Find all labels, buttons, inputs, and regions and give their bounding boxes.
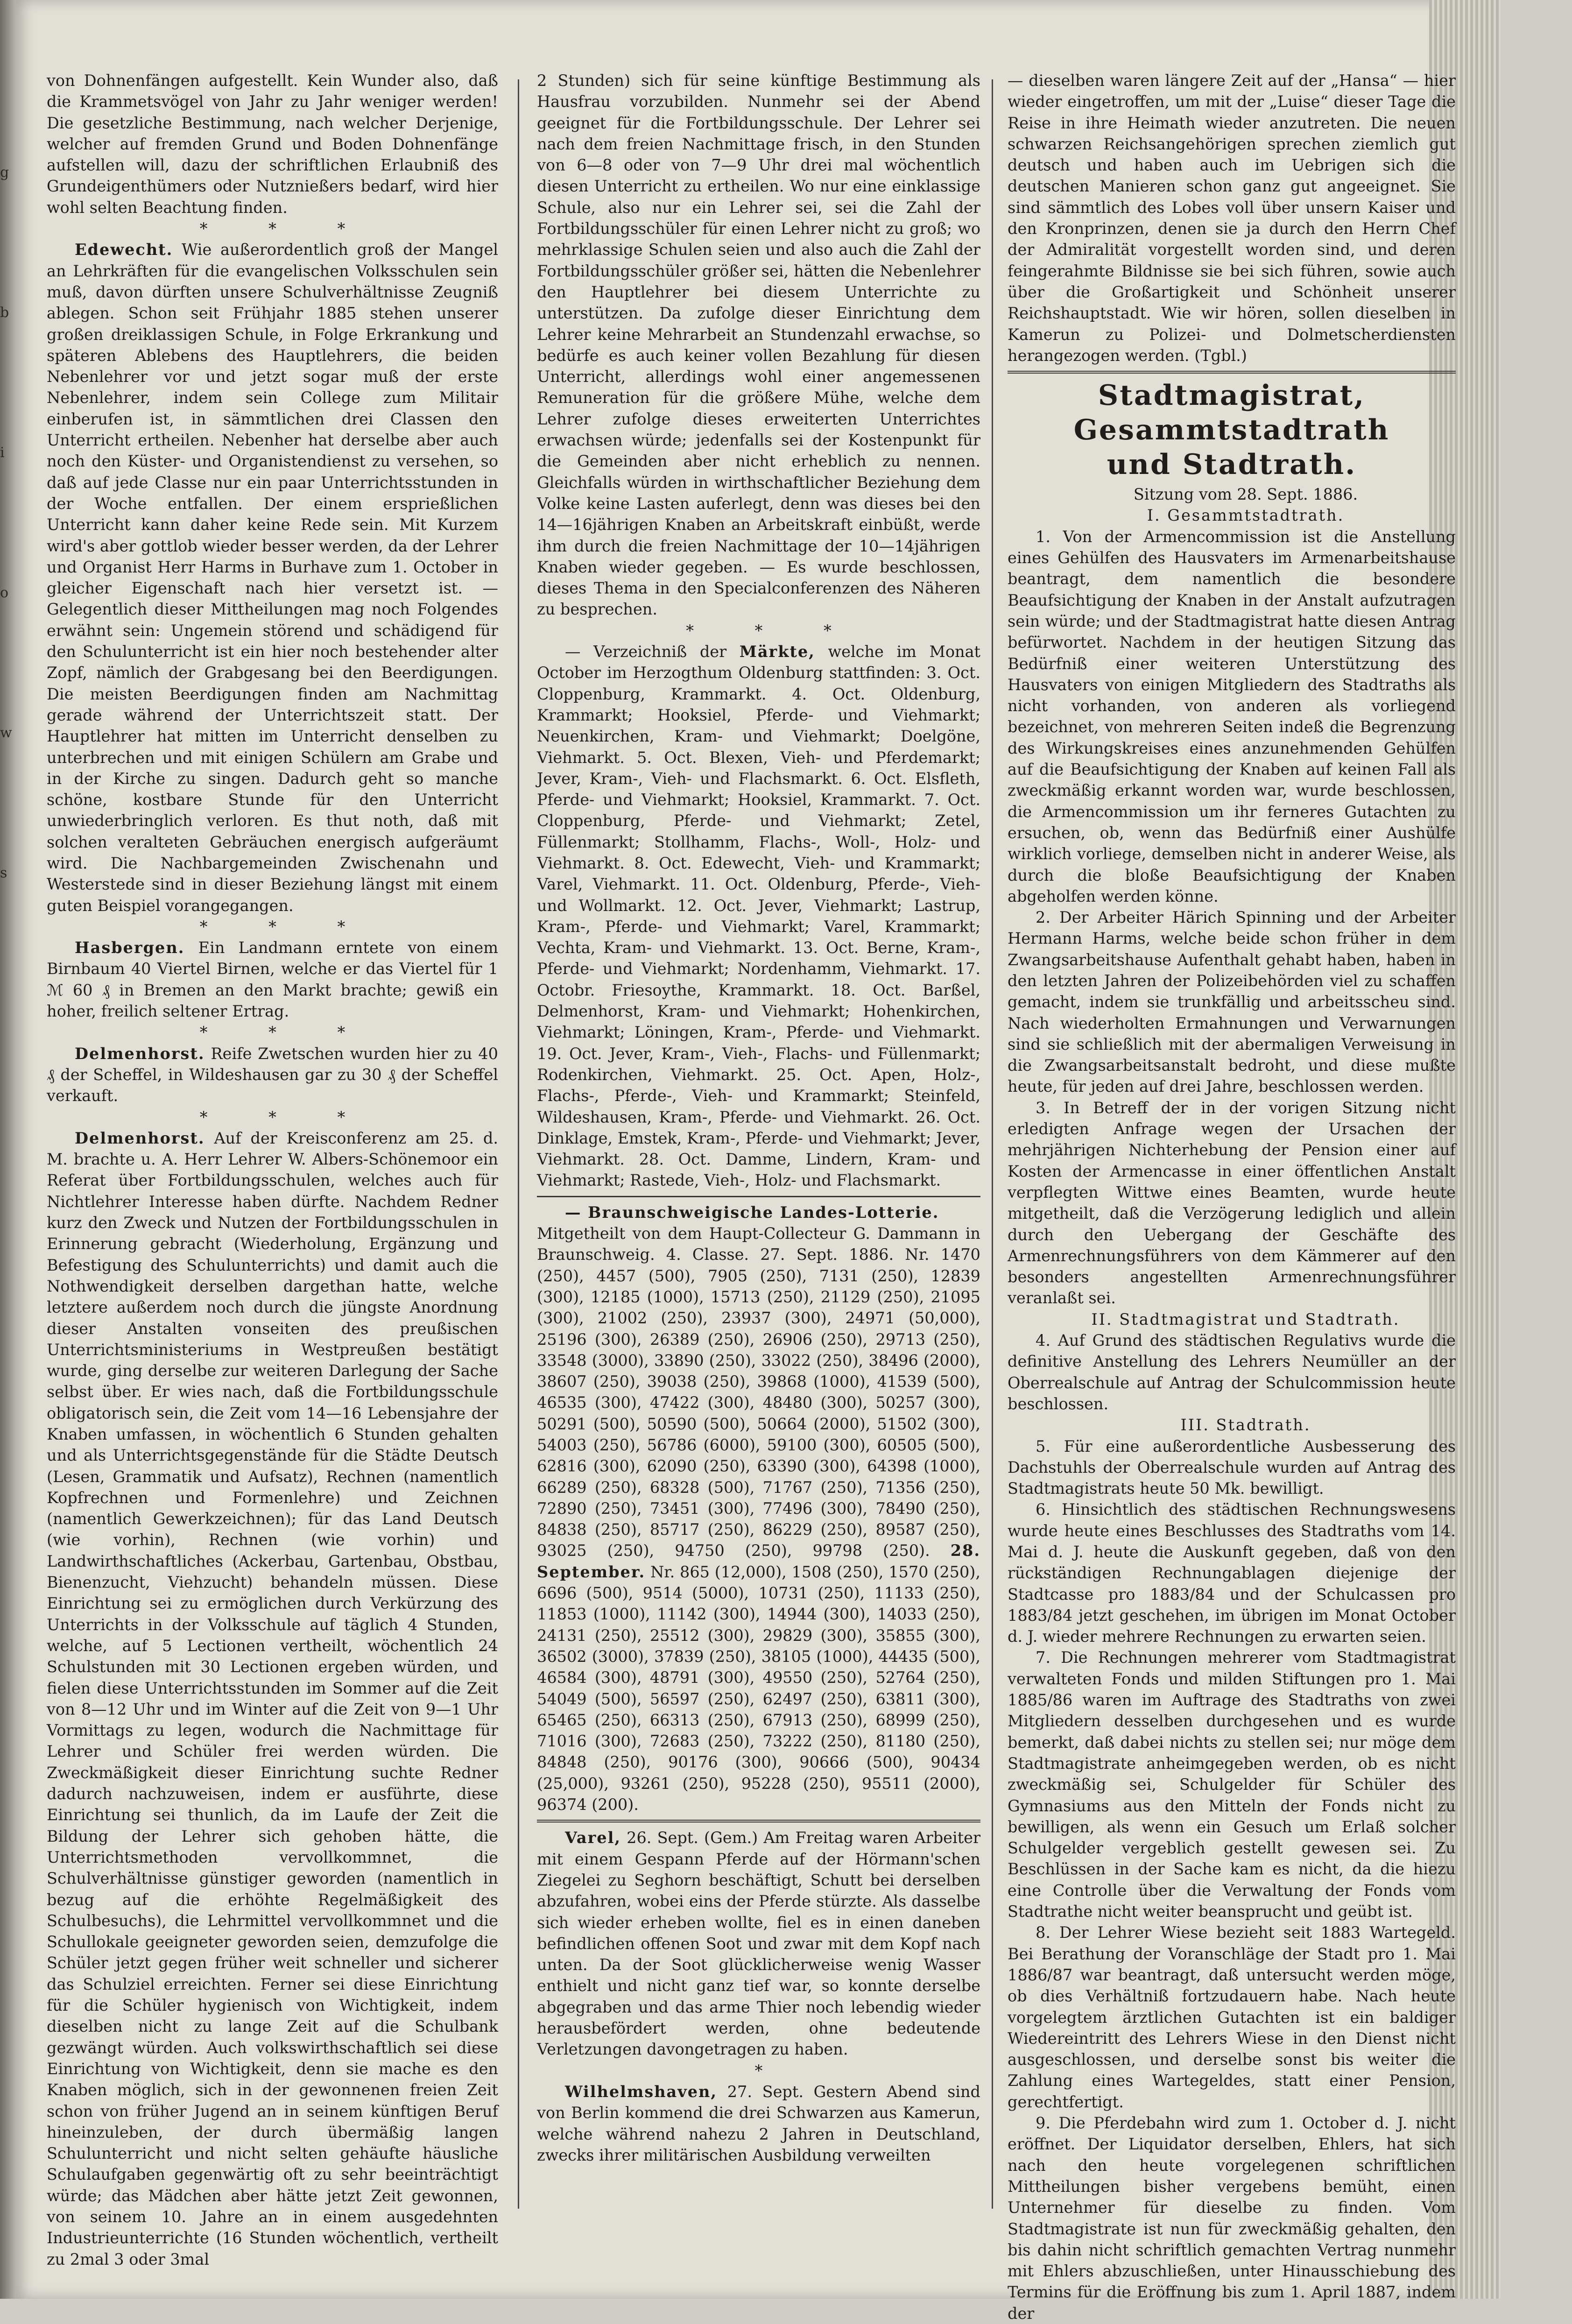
place-name: Hasbergen.: [75, 939, 185, 957]
article-text: 2 Stunden) sich für seine künftige Bestimmung als Hausfrau vorzubilden. Nunmehr sei der Abend geeignet für die Fortbildungsschule. Der Lehrer sei nach dem freien Nachmittage frisch, in den Stunden von 6—8 oder von 7—9 Uhr drei mal wöchentlich diesen Unterricht zu ertheilen. Wo nur eine einklassige Schule, also nur ein Lehrer sei, sei die Zahl der Fortbildungsschüler für einen Lehrer nicht zu groß; wo mehrklassige Schulen seien und also auch die Zahl der Fortbildungsschüler größer sei, hätten die Nebenlehrer den Hauptlehrer bei diesem Unterrichte zu unterstützen. Da zufolge dieser Einrichtung dem Lehrer keine Mehrarbeit an Stundenzahl erwachse, so bedürfe es auch keiner vollen Bezahlung für diesen Unterricht, allerdings wohl einer angemessenen Remuneration für die größere Mühe, welche dem Lehrer zufolge dieses erweiterten Unterrichtes erwachsen würde; jedenfalls sei der Kostenpunkt für die Gemeinden aber nicht erheblich zu nennen. Gleichfalls würden in wirthschaftlicher Beziehung dem Volke keine Lasten auferlegt, denn was dieses bei den 14—16jährigen Knaben an Arbeitskraft einbüßt, werde ihm durch die freien Nachmittage der 10—14jährigen Knaben wieder gegeben. — Es wurde beschlossen, dieses Thema in den Specialconferenzen des Näheren zu besprechen.: [537, 71, 980, 619]
section-rule: [537, 1820, 980, 1822]
article-hasbergen: [47, 937, 498, 1022]
subsection-title: I. Gesammtstadtrath.: [1147, 506, 1345, 525]
item: 6. Hinsichtlich des städtischen Rechnungswesens wurde heute eines Beschlusses des Stadtraths vom 14. Mai d. J. heute die Auskunft gegeben, daß von den rückständigen Rechnungablagen diejenige der Stadtcasse pro 1883/84 und der Schulcassen pro 1883/84 jetzt geschehen, im übrigen im Monat October d. J. wieder mehrere Rechnungen zu erwarten seien.: [1008, 1500, 1456, 1646]
heading-line: Stadtmagistrat, Gesammtstadtrath: [1073, 379, 1390, 447]
article-edewecht: [47, 239, 498, 916]
item: 5. Für eine außerordentliche Ausbesserung des Dachstuhls der Oberrealschule wurden auf Antrag des Stadtmagistrats heute 50 Mk. bewilligt.: [1008, 1437, 1456, 1498]
article-text: Ein Landmann erntete von einem Birnbaum 40 Viertel Birnen, welche er das Viertel für 1 ℳ 60 ₰ in Bremen an den Markt brachte; gewiß ein hoher, freilich seltener Ertrag.: [47, 939, 498, 1021]
session-date: Sitzung vom 28. Sept. 1886.: [1133, 485, 1358, 504]
heading-line: und Stadtrath.: [1107, 448, 1357, 481]
newspaper-page: [16, 0, 1501, 2323]
column-3: [1008, 70, 1456, 2323]
subsection-title: III. Stadtrath.: [1180, 1416, 1311, 1434]
separator-stars: * * *: [199, 219, 374, 238]
place-name: Wilhelmshaven,: [565, 2082, 718, 2101]
article-delmenhorst-2: [47, 1128, 498, 2270]
separator-stars: *: [754, 2061, 791, 2080]
separator-stars: * * *: [199, 1023, 374, 1042]
source-tag: (Tgbl.): [1194, 346, 1247, 365]
column-rule: [992, 79, 993, 2209]
place-name: Delmenhorst.: [75, 1129, 205, 1147]
article-varel: [537, 1827, 980, 2060]
article-wilhelmshaven: [537, 2081, 980, 2166]
item: 7. Die Rechnungen mehrerer vom Stadtmagistrat verwalteten Fonds und milden Stiftungen pro 1. Mai 1885/86 waren im Auftrage des Stadtraths von zwei Mitgliedern desselben durchgesehen und es wurde bemerkt, daß dabei nichts zu stellen sei; nur möge dem Stadtmagistrate anheimgegeben werden, ob es nicht zweckmäßig sei, Schulgelder für Schüler des Gymnasiums aus den Mitteln der Fonds nicht zu bewilligen, als wenn ein Gesuch um Erlaß solcher Schulgelder vergeblich gestellt gewesen sei. Zu Beschlüssen in der Sache kam es nicht, da die hiezu eine Controlle über die Verwaltung der Fonds vom Stadtrathe nicht weiter beansprucht und geübt ist.: [1008, 1648, 1456, 1921]
subsection-title: II. Stadtmagistrat und Stadtrath.: [1091, 1310, 1400, 1328]
separator-stars: * * *: [199, 917, 374, 936]
item: 1. Von der Armencommission ist die Anstellung eines Gehülfen des Hausvaters im Armenarbeitshause beantragt, dem namentlich die besondere Beaufsichtigung der Knaben in der Anstalt aufzutragen sein würde; und der Stadtmagistrat hatte diesen Antrag befürwortet. Nachdem in der heutigen Sitzung das Bedürfniß einer weiteren Unterstützung des Hausvaters von einigen Mitgliedern des Stadtraths als nicht vorhanden, von anderen als vorliegend bezeichnet, von mehreren Seiten indeß die Begrenzung des Wirkungskreises eines anzunehmenden Gehülfen auf die Beaufsichtigung der Knaben auf keinen Fall als zweckmäßig erkannt worden war, wurde beschlossen, die Armencommission um ihr ferneres Gutachten zu ersuchen, ob, wenn das Bedürfniß einer Aushülfe wirklich vorliege, demselben nicht in anderer Weise, als durch die bloße Beaufsichtigung der Knaben abgeholfen werden könne.: [1008, 527, 1456, 905]
column-rule: [518, 79, 519, 2209]
margin-fragment: g b i o w s: [0, 164, 12, 881]
article-text: von Dohnenfängen aufgestellt. Kein Wunder also, daß die Krammetsvögel von Jahr zu Jahr weniger werden! Die gesetzliche Bestimmung, nach welcher Derjenige, welcher auf fremden Grund und Boden Dohnenfänge aufstellen will, dazu der schriftlichen Erlaubniß des Grundeigenthümers oder Nutznießers bedarf, wird hier wohl selten Beachtung finden.: [47, 71, 498, 217]
item: 9. Die Pferdebahn wird zum 1. October d. J. nicht eröffnet. Der Liquidator derselben, Ehlers, hat sich nach den heute vorgelegenen schriftlichen Mittheilungen bisher vergebens bemüht, einen Unternehmer für dieselbe zu finden. Vom Stadtmagistrate ist nun für zweckmäßig gehalten, den bis dahin nicht schriftlich gemachten Vertrag nunmehr mit Ehlers abzuschließen, unter Hinausschiebung des Termins für die Eröffnung bis zum 1. April 1887, indem der: [1008, 2114, 1456, 2323]
section-rule: [1008, 371, 1456, 374]
keyword: 28. September.: [537, 1541, 980, 1581]
item: 2. Der Arbeiter Härich Spinning und der Arbeiter Hermann Harms, welche beide schon früher in dem Zwangsarbeitshause Aufenthalt gehabt haben, haben in den letzten Jahren der Polizeibehörden viel zu schaffen gemacht, indem sie trunkfällig und arbeitsscheu sind. Nach wiederholten Ermahnungen und Verwarnungen sind sie schließlich mit der abermaligen Verweisung in die Zwangsarbeitsanstalt bedroht, und diese mußte heute, für jeden auf drei Jahre, beschlossen werden.: [1008, 908, 1456, 1096]
place-name: Edewecht.: [75, 240, 173, 259]
column-1: [47, 70, 498, 2274]
column-2: [537, 70, 980, 2190]
lottery-heading: — Braunschweigische Landes-Lotterie.: [565, 1203, 939, 1222]
item: 8. Der Lehrer Wiese bezieht seit 1883 Wartegeld. Bei Berathung der Voranschläge der Stadt pro 1. Mai 1886/87 war beantragt, daß untersucht werden möge, ob dies Verhältniß fortzudauern habe. Nach heute vorgelegtem ärztlichen Gutachten ist ein baldiger Wiedereintritt des Lehrers Wiese in den Dienst nicht ausgeschlossen, und derselbe sonst bis weiter die Zahlung eines Wartegeldes, statt einer Pension, gerechtfertigt.: [1008, 1923, 1456, 2111]
article-text: 26. Sept. (Gem.) Am Freitag waren Arbeiter mit einem Gespann Pferde auf der Hörmann'schen Ziegelei zu Seghorn beschäftigt, Schutt bei derselben abzufahren, wobei eins der Pferde stürzte. Als dasselbe sich wieder erheben wollte, fiel es in einen daneben befindlichen offenen Soot und zwar mit dem Kopf nach unten. Da der Soot glücklicherweise wenig Wasser enthielt und nicht ganz tief war, so konnte derselbe abgegraben und das arme Thier noch lebendig wieder herausbefördert werden, ohne bedeutende Verletzungen davongetragen zu haben.: [537, 1829, 980, 2059]
article-lead: — Verzeichniß der: [565, 643, 727, 661]
article-text: Mitgetheilt von dem Haupt-Collecteur G. Dammann in Braunschweig. 4. Classe. 27. Sept. 1886. Nr. 1470 (250), 4457 (500), 7905 (250), 7131 (250), 12839 (300), 12185 (1000), 15713 (250), 21129 (250), 21095 (300), 21002 (250), 23937 (300), 24971 (50,000), 25196 (300), 26389 (250), 26906 (250), 29713 (250), 33548 (3000), 33890 (250), 33022 (250), 38496 (2000), 38607 (250), 39038 (250), 39868 (1000), 41539 (500), 46535 (300), 47422 (300), 48480 (300), 50257 (300), 50291 (500), 50590 (500), 50664 (2000), 51502 (300), 54003 (250), 56786 (6000), 59100 (300), 60505 (500), 62816 (300), 62090 (250), 63390 (300), 64398 (1000), 66289 (250), 68328 (500), 71767 (250), 71356 (250), 72890 (250), 73451 (300), 77496 (300), 78490 (250), 84838 (250), 85717 (250), 86229 (250), 89587 (250), 93025 (250), 94750 (250), 99798 (250).: [537, 1224, 980, 1560]
article-text: [1008, 70, 1456, 366]
item: 3. In Betreff der in der vorigen Sitzung nicht erledigten Anfrage wegen der Ursachen der mehrjährigen Nichterhebung der Pension einer auf Kosten der Armencasse in einer öffentlichen Anstalt verpflegten Wittwe eines Beamten, wurde heute mitgetheilt, daß die Verzögerung lediglich und allein durch den Uebergang der Geschäfte des Armenrechnungsführers von dem Kämmerer auf den besonders angestellten Armenrechnungsführer veranlaßt sei.: [1008, 1098, 1456, 1307]
item: 4. Auf Grund des städtischen Regulativs wurde die definitive Anstellung des Lehrers Neumüller an der Oberrealschule auf Antrag der Schulcommission heute beschlossen.: [1008, 1331, 1456, 1413]
article-text: Nr. 865 (12,000), 1508 (250), 1570 (250), 6696 (500), 9514 (5000), 10731 (250), 11133 (250), 11853 (1000), 11142 (300), 14944 (300), 14033 (250), 24131 (250), 25512 (300), 29829 (300), 35855 (300), 36502 (3000), 37839 (250), 38105 (1000), 44435 (500), 46584 (300), 48791 (300), 49550 (250), 52764 (250), 54049 (500), 56597 (250), 62497 (250), 63811 (300), 65465 (250), 66313 (250), 67913 (250), 68999 (250), 71016 (300), 72683 (250), 73222 (250), 81180 (250), 84848 (250), 90176 (300), 90666 (500), 90434 (25,000), 93261 (250), 95228 (250), 95511 (2000), 96374 (200).: [537, 1562, 980, 1814]
article-text: Reife Zwetschen wurden hier zu 40 ₰ der Scheffel, in Wildeshausen gar zu 30 ₰ der Scheffel verkauft.: [47, 1044, 498, 1105]
article-text: Auf der Kreisconferenz am 25. d. M. brachte u. A. Herr Lehrer W. Albers-Schönemoor ein Referat über Fortbildungsschulen, welches auch für Nichtlehrer Interesse haben dürfte. Nachdem Redner kurz den Zweck und Nutzen der Fortbildungsschulen in Erinnerung gebracht (Wiederholung, Ergänzung und Befestigung des Schulunterrichts) und damit auch die Nothwendigkeit derselben dargethan hatte, welche letztere außerdem noch durch die jüngste Anordnung dieser Anstalten vonseiten des preußischen Unterrichtsministeriums in Westpreußen bestätigt wurde, ging derselbe zur weiteren Darlegung der Sache selbst über. Er wies nach, daß die Fortbildungsschule obligatorisch sein, die Zeit vom 14—16 Lebensjahre der Knaben umfassen, in wöchentlich 6 Stunden gehalten und als Unterrichtsgegenstände für die Städte Deutsch (Lesen, Grammatik und Aufsatz), Rechnen (namentlich Kopfrechnen und Formenlehre) und Zeichnen (namentlich Gewerkzeichnen); für das Land Deutsch (wie vorhin), Rechnen (wie vorhin) und Landwirthschaftliches (Ackerbau, Gartenbau, Obstbau, Bienenzucht, Viehzucht) behandeln müssen. Diese Einrichtung sei zu ermöglichen durch Verkürzung des Unterrichts in der Volksschule auf täglich 4 Stunden, welche, auf 5 Lectionen vertheilt, wöchentlich 24 Schulstunden mit 30 Lectionen ergeben würden, und fielen diese Unterrichtsstunden im Sommer auf die Zeit von 8—12 Uhr und im Winter auf die Zeit von 9—1 Uhr Vormittags zu legen, wodurch die Nachmittage für Lehrer und Schüler frei werden würden. Die Zweckmäßigkeit dieser Einrichtung suchte Redner dadurch nachzuweisen, indem er ausführte, diese Einrichtung sei thunlich, da im Laufe der Zeit die Bildung der Lehrer sich gehoben hätte, die Unterrichtsmethoden vervollkommnet, die Schulverhältnisse günstiger geworden (namentlich in bezug auf die erhöhte Regelmäßigkeit des Schulbesuchs), die Lehrmittel vervollkommnet und die Schullokale geeigneter geworden seien, demzufolge die Schüler jetzt gegen früher weit schneller und sicherer das Schulziel erreichten. Ferner sei diese Einrichtung für die Schüler hygienisch von Wichtigkeit, indem dieselben nicht zu lange Zeit auf die Schulbank gezwängt würden. Auch volkswirthschaftlich sei diese Einrichtung von Wichtigkeit, denn sie mache es den Knaben möglich, sich in der gewonnenen freien Zeit schon von früher Jugend an in seinem künftigen Beruf hineinzuleben, der durch übermäßig langen Schulunterricht und nicht selten gehäufte häusliche Schulaufgaben gegenwärtig oft zu sehr beeinträchtigt würde; das Mädchen aber hätte jetzt Zeit gewonnen, von seinem 10. Jahre an in einem ausgedehnten Industrieunterrichte (16 Stunden wöchentlich, vertheilt zu 2mal 3 oder 3mal: [47, 1129, 498, 2268]
article-body: — dieselben waren längere Zeit auf der „Hansa“ — hier wieder eingetroffen, um mit der „Luise“ dieser Tage die Reise in ihre Heimath wieder anzutreten. Die neuen schwarzen Reichsangehörigen sprechen ziemlich gut deutsch und haben auch im Uebrigen sich die deutschen Manieren schon ganz gut angeeignet. Sie sind sämmtlich des Lobes voll über unsern Kaiser und den Kronprinzen, denen sie ja durch den Herrn Chef der Admiralität vorgestellt worden sind, und deren feingerahmte Bildnisse sie bei sich führen, sowie auch über die Großartigkeit und Schönheit unserer Reichshauptstadt. Wie wir hören, sollen dieselben in Kamerun zu Polizei- und Dolmetscherdiensten herangezogen werden.: [1008, 71, 1456, 365]
separator-stars: * * *: [199, 1108, 374, 1126]
article-delmenhorst-1: [47, 1043, 498, 1107]
article-maerkte: [537, 641, 980, 1191]
section-heading: [1008, 378, 1456, 482]
article-text: welche im Monat October im Herzogthum Oldenburg stattfinden: 3. Oct. Cloppenburg, Krammarkt. 4. Oct. Oldenburg, Krammarkt; Hooksiel, Pferde- und Viehmarkt; Neuenkirchen, Kram- und Viehmarkt; Doelgöne, Viehmarkt. 5. Oct. Blexen, Vieh- und Pferdemarkt; Jever, Kram-, Vieh- und Flachsmarkt. 6. Oct. Elsfleth, Pferde- und Viehmarkt; Hooksiel, Krammarkt. 7. Oct. Cloppenburg, Pferde- und Viehmarkt; Zetel, Füllenmarkt; Stollhamm, Flachs-, Woll-, Holz- und Viehmarkt. 8. Oct. Edewecht, Vieh- und Krammarkt; Varel, Viehmarkt. 11. Oct. Oldenburg, Pferde-, Vieh- und Wollmarkt. 12. Oct. Jever, Viehmarkt; Lastrup, Kram-, Pferde- und Viehmarkt; Varel, Krammarkt; Vechta, Kram- und Viehmarkt. 13. Oct. Berne, Kram-, Pferde- und Viehmarkt; Nordenhamm, Viehmarkt. 17. Octobr. Friesoythe, Krammarkt. 18. Oct. Barßel, Delmenhorst, Kram- und Viehmarkt; Hohenkirchen, Viehmarkt; Löningen, Kram-, Pferde- und Viehmarkt. 19. Oct. Jever, Kram-, Vieh-, Flachs- und Füllenmarkt; Rodenkirchen, Viehmarkt. 25. Oct. Apen, Holz-, Flachs-, Pferde-, Vieh- und Krammarkt; Steinfeld, Wildeshausen, Kram-, Pferde- und Viehmarkt. 26. Oct. Dinklage, Emstek, Kram-, Pferde- und Viehmarkt; Jever, Viehmarkt. 28. Oct. Damme, Lindern, Kram- und Viehmarkt; Rastede, Vieh-, Holz- und Flachsmarkt.: [537, 643, 981, 1190]
section-rule: [537, 1196, 980, 1197]
separator-stars: * * *: [686, 621, 860, 640]
lottery-results: [537, 1223, 980, 1815]
keyword: Märkte,: [739, 643, 815, 661]
article-text: 27. Sept. Gestern Abend sind von Berlin kommend die drei Schwarzen aus Kamerun, welche während nahezu 2 Jahren in Deutschland, zwecks ihrer militärischen Ausbildung verweilten: [537, 2082, 980, 2164]
place-name: Varel,: [565, 1829, 621, 1847]
article-text: Wie außerordentlich groß der Mangel an Lehrkräften für die evangelischen Volksschulen sein muß, davon dürften unsere Schulverhältnisse Zeugniß ablegen. Schon seit Frühjahr 1885 stehen unserer großen dreiklassigen Schule, in Folge Erkrankung und späteren Ablebens des Hauptlehrers, die beiden Nebenlehrer vor und jetzt sogar muß der erste Nebenlehrer, indem sein College zum Militair einberufen ist, in sämmtlichen drei Classen den Unterricht ertheilen. Nebenher hat derselbe aber auch noch den Küster- und Organistendienst zu versehen, so daß auf jede Classe nur ein paar Unterrichtsstunden in der Woche entfallen. Der einem ersprießlichen Unterricht kann daher keine Rede sein. Mit Kurzem wird's aber gottlob wieder besser werden, da der Lehrer und Organist Herr Harms in Burhave zum 1. October in gleicher Eigenschaft nach hier versetzt ist. — Gelegentlich dieser Mittheilungen mag noch Folgendes erwähnt sein: Ungemein störend und schädigend für den Schulunterricht ist ein hier noch bestehender alter Zopf, nämlich der Grabgesang bei den Beerdigungen. Die meisten Beerdigungen finden am Nachmittag gerade während der Unterrichtszeit statt. Der Hauptlehrer hat mitten im Unterricht denselben zu unterbrechen und mit einigen Schülern am Grabe und in der Kirche zu singen. Dadurch geht so manche schöne, kostbare Stunde für den Unterricht unwiederbringlich verloren. Es thut noth, daß mit solchen veralteten Gebräuchen energisch aufgeräumt wird. Die Nachbargemeinden Zwischenahn und Westerstede sind in dieser Beziehung längst mit einem guten Beispiel vorangegangen.: [47, 240, 498, 915]
place-name: Delmenhorst.: [75, 1044, 205, 1063]
